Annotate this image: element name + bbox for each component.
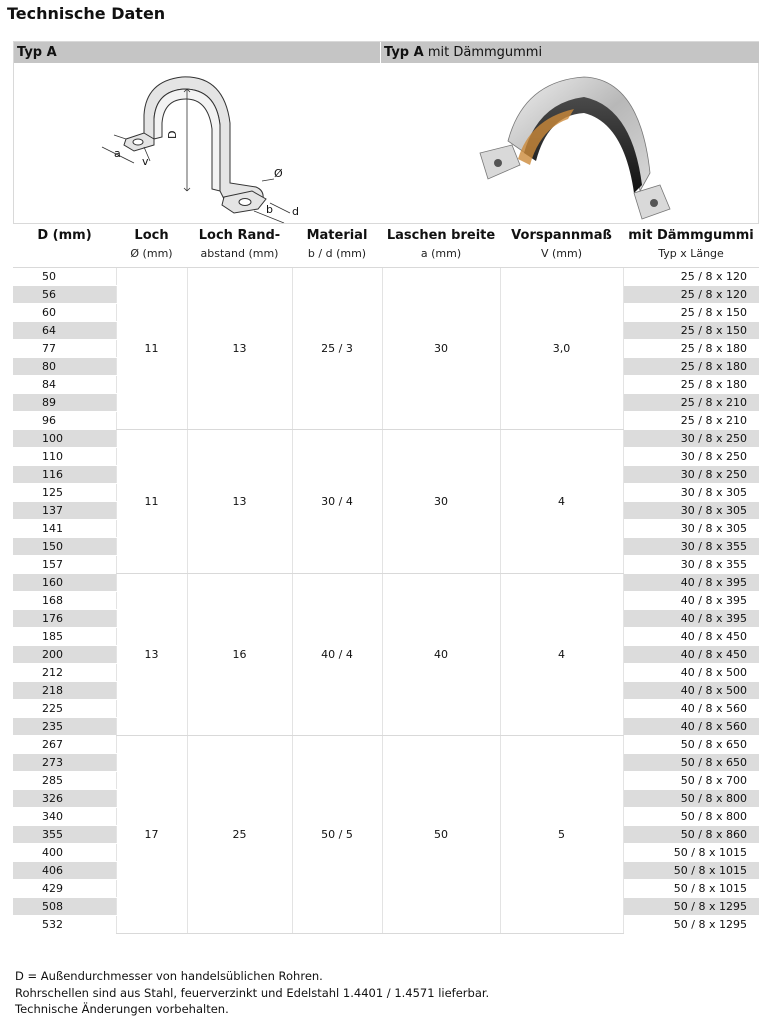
rubber-length-cell: 30 / 8 x 250: [623, 466, 759, 484]
rubber-length-cell: 30 / 8 x 305: [623, 520, 759, 538]
column-subtitle: V (mm): [540, 247, 583, 260]
diameter-cell: 168: [13, 592, 116, 610]
footnote: Rohrschellen sind aus Stahl, feuerverzinkt und Edelstahl 1.4401 / 1.4571 lieferbar.: [15, 985, 490, 1000]
footnotes: [15, 968, 489, 1018]
column-subtitle: Ø (mm): [130, 247, 173, 260]
diameter-cell: 200: [13, 646, 116, 664]
rubber-length-cell: 40 / 8 x 500: [623, 682, 759, 700]
rubber-length-cell: 50 / 8 x 650: [623, 754, 759, 772]
diameter-cell: 532: [13, 916, 116, 934]
table-row: [13, 736, 759, 754]
rubber-length-cell: 25 / 8 x 120: [623, 268, 759, 286]
column-title: mit Dämmgummi: [628, 228, 754, 243]
diameter-cell: 89: [13, 394, 116, 412]
table-row: [13, 574, 759, 592]
rubber-length-cell: 40 / 8 x 450: [623, 628, 759, 646]
type-overview: [13, 41, 759, 224]
rubber-length-cell: 25 / 8 x 180: [623, 340, 759, 358]
diameter-cell: 273: [13, 754, 116, 772]
rubber-length-cell: 30 / 8 x 305: [623, 484, 759, 502]
column-subtitle: abstand (mm): [200, 247, 279, 260]
vorspann-cell: 3,0: [500, 268, 623, 430]
page-title: Technische Daten: [7, 4, 166, 23]
material-cell: 25 / 3: [292, 268, 382, 430]
column-header: [500, 224, 623, 268]
rubber-length-cell: 40 / 8 x 450: [623, 646, 759, 664]
diameter-cell: 96: [13, 412, 116, 430]
rubber-length-cell: 50 / 8 x 650: [623, 736, 759, 754]
vorspann-cell: 4: [500, 430, 623, 574]
rubber-length-cell: 50 / 8 x 700: [623, 772, 759, 790]
rubber-length-cell: 25 / 8 x 180: [623, 358, 759, 376]
diameter-cell: 285: [13, 772, 116, 790]
table-row: [13, 268, 759, 286]
label-d-diameter: D: [166, 130, 179, 139]
diameter-cell: 157: [13, 556, 116, 574]
rand-cell: 16: [187, 574, 292, 736]
diameter-cell: 100: [13, 430, 116, 448]
diameter-cell: 60: [13, 304, 116, 322]
pipe-clamp-drawing: [84, 63, 314, 223]
rand-cell: 25: [187, 736, 292, 934]
type-b-header: [381, 42, 759, 63]
type-a-label: Typ A: [17, 45, 57, 60]
diameter-cell: 267: [13, 736, 116, 754]
diameter-cell: 56: [13, 286, 116, 304]
column-header: [292, 224, 382, 268]
footnote: D = Außendurchmesser von handelsüblichen Rohren.: [15, 969, 323, 983]
column-title: Laschen breite: [386, 228, 496, 243]
laschen-cell: 40: [382, 574, 500, 736]
rubber-length-cell: 25 / 8 x 150: [623, 322, 759, 340]
rubber-length-cell: 25 / 8 x 120: [623, 286, 759, 304]
rubber-length-cell: 50 / 8 x 860: [623, 826, 759, 844]
column-header: [187, 224, 292, 268]
laschen-cell: 30: [382, 268, 500, 430]
diameter-cell: 340: [13, 808, 116, 826]
rubber-length-cell: 40 / 8 x 395: [623, 574, 759, 592]
diameter-cell: 150: [13, 538, 116, 556]
table-row: [13, 430, 759, 448]
type-b-label: Typ A: [384, 45, 424, 60]
material-cell: 30 / 4: [292, 430, 382, 574]
material-cell: 50 / 5: [292, 736, 382, 934]
rubber-length-cell: 50 / 8 x 1015: [623, 844, 759, 862]
column-header: [382, 224, 500, 268]
diameter-cell: 212: [13, 664, 116, 682]
rubber-length-cell: 40 / 8 x 500: [623, 664, 759, 682]
diameter-cell: 50: [13, 268, 116, 286]
laschen-cell: 50: [382, 736, 500, 934]
type-a-header: [14, 42, 380, 63]
technical-data-table: [13, 224, 759, 934]
diameter-cell: 125: [13, 484, 116, 502]
rubber-length-cell: 30 / 8 x 250: [623, 448, 759, 466]
label-a: a: [114, 147, 121, 160]
footnote: Technische Änderungen vorbehalten.: [15, 1002, 229, 1016]
diameter-cell: 429: [13, 880, 116, 898]
diameter-cell: 160: [13, 574, 116, 592]
pipe-clamp-rubber-photo: [464, 63, 674, 223]
material-cell: 40 / 4: [292, 574, 382, 736]
loch-cell: 11: [116, 430, 187, 574]
column-title: Loch: [134, 228, 169, 243]
column-header: [623, 224, 759, 268]
rubber-length-cell: 40 / 8 x 560: [623, 718, 759, 736]
diameter-cell: 110: [13, 448, 116, 466]
vorspann-cell: 4: [500, 574, 623, 736]
rubber-length-cell: 30 / 8 x 355: [623, 556, 759, 574]
loch-cell: 13: [116, 574, 187, 736]
rand-cell: 13: [187, 268, 292, 430]
rubber-length-cell: 50 / 8 x 1295: [623, 898, 759, 916]
diameter-cell: 80: [13, 358, 116, 376]
diameter-cell: 84: [13, 376, 116, 394]
rubber-length-cell: 30 / 8 x 305: [623, 502, 759, 520]
diameter-cell: 326: [13, 790, 116, 808]
laschen-cell: 30: [382, 430, 500, 574]
column-title: D (mm): [37, 228, 92, 243]
diameter-cell: 116: [13, 466, 116, 484]
rubber-length-cell: 50 / 8 x 1295: [623, 916, 759, 934]
column-header: [13, 224, 116, 268]
diameter-cell: 355: [13, 826, 116, 844]
label-hole-diameter: Ø: [274, 167, 283, 180]
diameter-cell: 64: [13, 322, 116, 340]
rubber-length-cell: 50 / 8 x 800: [623, 790, 759, 808]
rubber-length-cell: 25 / 8 x 150: [623, 304, 759, 322]
diameter-cell: 508: [13, 898, 116, 916]
diameter-cell: 137: [13, 502, 116, 520]
diameter-cell: 141: [13, 520, 116, 538]
column-subtitle: b / d (mm): [307, 247, 367, 260]
rubber-length-cell: 40 / 8 x 395: [623, 610, 759, 628]
column-subtitle: Typ x Länge: [658, 247, 724, 260]
rand-cell: 13: [187, 430, 292, 574]
label-b: b: [266, 203, 273, 216]
rubber-length-cell: 40 / 8 x 560: [623, 700, 759, 718]
loch-cell: 11: [116, 268, 187, 430]
rubber-length-cell: 50 / 8 x 1015: [623, 880, 759, 898]
rubber-length-cell: 50 / 8 x 800: [623, 808, 759, 826]
label-d-thickness: d: [292, 205, 299, 218]
diameter-cell: 406: [13, 862, 116, 880]
rubber-length-cell: 25 / 8 x 180: [623, 376, 759, 394]
rubber-length-cell: 50 / 8 x 1015: [623, 862, 759, 880]
rubber-length-cell: 40 / 8 x 395: [623, 592, 759, 610]
diameter-cell: 218: [13, 682, 116, 700]
rubber-length-cell: 25 / 8 x 210: [623, 394, 759, 412]
table-header-row: [13, 224, 759, 268]
type-b-suffix: mit Dämmgummi: [423, 45, 543, 60]
diameter-cell: 235: [13, 718, 116, 736]
column-title: Vorspannmaß: [511, 228, 612, 243]
column-subtitle: a (mm): [420, 247, 462, 260]
diameter-cell: 77: [13, 340, 116, 358]
diameter-cell: 176: [13, 610, 116, 628]
rubber-length-cell: 30 / 8 x 355: [623, 538, 759, 556]
diameter-cell: 225: [13, 700, 116, 718]
column-title: Loch Rand-: [198, 228, 281, 243]
loch-cell: 17: [116, 736, 187, 934]
rubber-length-cell: 30 / 8 x 250: [623, 430, 759, 448]
column-header: [116, 224, 187, 268]
column-title: Material: [306, 228, 368, 243]
diameter-cell: 400: [13, 844, 116, 862]
diameter-cell: 185: [13, 628, 116, 646]
vorspann-cell: 5: [500, 736, 623, 934]
rubber-length-cell: 25 / 8 x 210: [623, 412, 759, 430]
label-v: v: [142, 155, 149, 168]
